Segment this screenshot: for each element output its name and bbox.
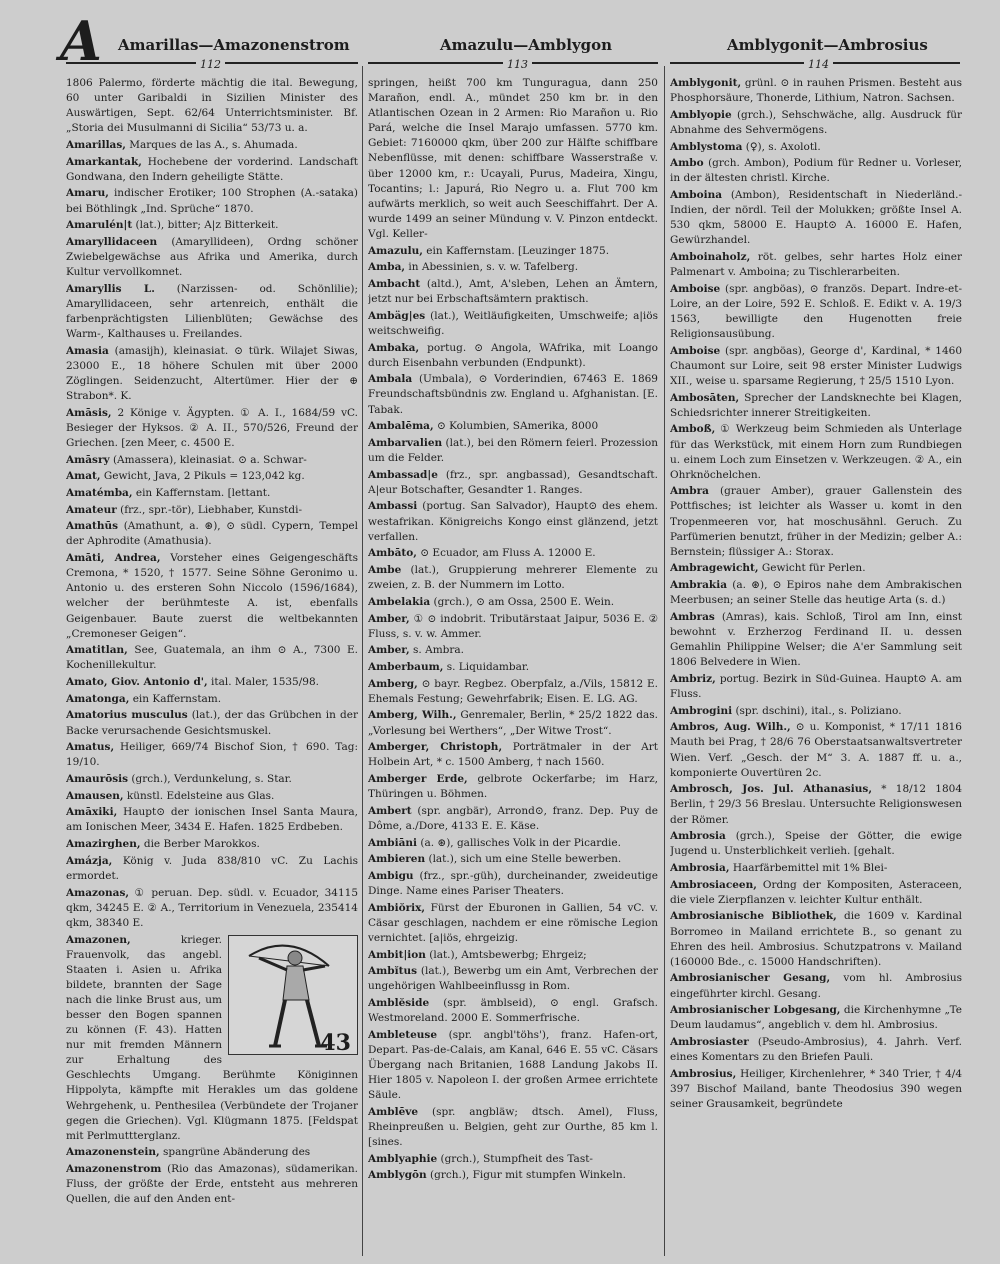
- entry-definition: (Pseudo-Ambrosius), 4. Jahrh. Verf. eines Komentars zu den Briefen Pauli.: [670, 1035, 962, 1064]
- entry-headword: Amarillas,: [66, 138, 126, 151]
- entry-headword: Ambriz,: [670, 672, 716, 685]
- dictionary-entry: [66, 76, 358, 136]
- dictionary-entry: [368, 660, 658, 675]
- dictionary-entry: [670, 422, 962, 482]
- dictionary-entry: [368, 436, 658, 466]
- entry-definition: Marques de las A., s. Ahumada.: [129, 138, 298, 151]
- entry-headword: Amāti, Andrea,: [66, 552, 161, 565]
- entry-definition: (spr. angbl'töhs'), franz. Hafen-ort, Depart. Pas-de-Calais, am Kanal, 646 E. 55 vC. Cäsars Übergang nach Britanien, 1688 Landung Jakobs II. Hier 1805 v. Napoleon I. der großen Armee errichtete Säule.: [368, 1028, 658, 1102]
- entry-headword: Amatitlan,: [66, 644, 128, 657]
- entry-headword: Ambala: [368, 373, 413, 386]
- entry-definition: ein Kaffernstam. [Leuzinger 1875.: [426, 244, 610, 257]
- entry-definition: (Ambon), Residentschaft in Niederländ.-Indien, der nördl. Teil der Molukken; größte Insel A. 530 qkm, 58000 E. Haupt⊙ A. 16000 E. Hafen, Gewürzhandel.: [670, 189, 962, 247]
- dictionary-entry: [66, 708, 358, 738]
- entry-headword: Amberbaum,: [368, 660, 444, 673]
- entry-headword: Ambarvalien: [368, 436, 443, 449]
- entry-definition: ein Kaffernstam. [lettant.: [135, 486, 271, 499]
- dictionary-entry: [670, 704, 962, 719]
- entry-definition: König v. Juda 838/810 vC. Zu Lachis ermordet.: [66, 854, 358, 882]
- entry-definition: (grch.), Sehschwäche, allg. Ausdruck für Abnahme des Sehvermögens.: [670, 108, 962, 136]
- dictionary-entry: [368, 1105, 658, 1150]
- dictionary-entry: [66, 740, 358, 770]
- dictionary-entry: [66, 1145, 358, 1160]
- entry-headword: Amaurōsis: [66, 773, 129, 785]
- entry-definition: ① Werkzeug beim Schmieden als Unterlage für das Werkstück, mit einem Horn zum Rundbiegen u. einem Loch zum Einsetzen v. Werkzeugen. ② A., ein Ohrknöchelchen.: [670, 423, 962, 481]
- entry-headword: Amberger Erde,: [368, 773, 468, 785]
- entry-definition: * 18/12 1804 Berlin, † 29/3 56 Breslau. Untersuchte Religionswesen der Römer.: [670, 783, 962, 826]
- dictionary-entry: [368, 595, 658, 610]
- dictionary-entry: [368, 260, 658, 275]
- entry-definition: Genremaler, Berlin, * 25/2 1822 das. „Vorlesung bei Werthers“, „Der Witwe Trost“.: [368, 709, 658, 737]
- entry-headword: Ambe: [368, 564, 402, 577]
- dictionary-entry: [670, 720, 962, 780]
- entry-definition: Fürst der Eburonen in Gallien, 54 vC. v. Cäsar geschlagen, nachdem er eine römische Legion vernichtet. [a|iös, ehrgeizig.: [368, 901, 658, 944]
- entry-headword: Ambosāten,: [670, 391, 740, 404]
- entry-definition: ⊙ bayr. Regbez. Oberpfalz, a./Vils, 15812 E. Ehemals Festung; Gewehrfabrik; Eisen. E. LG. AG.: [368, 677, 658, 705]
- entry-definition: (spr. dschini), ital., s. Poliziano.: [735, 704, 902, 717]
- column-divider: [664, 66, 665, 1256]
- entry-definition: (spr. angböas), ⊙ französ. Depart. Indre-et-Loire, an der Loire, 592 E. Schloß. E. Edikt v. A. 19/3 1563, bewilligte den Hugenotten freie Religionsausübung.: [670, 282, 962, 341]
- entry-headword: Amblyaphie: [368, 1152, 438, 1165]
- entry-headword: Amberg,: [368, 677, 418, 690]
- entry-headword: Ambrosianischer Gesang,: [670, 972, 831, 985]
- entry-headword: Amāsry: [66, 453, 110, 466]
- entry-headword: Ambiŏrix,: [368, 901, 426, 914]
- dictionary-entry: [368, 1168, 658, 1183]
- entry-headword: Amboinaholz,: [670, 251, 751, 263]
- entry-definition: Heiliger, Kirchenlehrer, * 340 Trier, † 4/4 397 Bischof Mailand, bante Theodosius 390 wegen seiner Grausamkeit, begründete: [670, 1067, 962, 1110]
- entry-definition: (grch.), Verdunkelung, s. Star.: [131, 773, 292, 785]
- entry-headword: Amazonen,: [66, 933, 131, 946]
- entry-definition: (portug. San Salvador), Haupt⊙ des ehem. westafrikan. Königreichs Kongo einst glänzend, jetzt verfallen.: [368, 500, 658, 543]
- entry-headword: Ambra: [670, 485, 709, 498]
- dictionary-entry: [66, 1162, 358, 1207]
- dictionary-entry: [66, 933, 358, 1144]
- figure-number: 43: [320, 1030, 351, 1057]
- entry-headword: Amausen,: [66, 789, 124, 802]
- entry-headword: Ambrosianische Bibliothek,: [670, 910, 837, 923]
- entry-definition: portug. ⊙ Angola, WAfrika, mit Loango durch Eisenbahn verbunden (Endpunkt).: [368, 341, 658, 369]
- entry-headword: Amboise: [670, 344, 721, 357]
- dictionary-entry: [670, 829, 962, 859]
- amazon-archer-illustration: [228, 935, 358, 1055]
- entry-definition: gelbrote Ockerfarbe; im Harz, Thüringen u. Böhmen.: [368, 773, 658, 801]
- entry-definition: künstl. Edelsteine aus Glas.: [126, 789, 275, 802]
- entry-definition: (lat.), bitter; A|z Bitterkeit.: [135, 219, 279, 232]
- dictionary-entry: [368, 869, 658, 899]
- dictionary-entry: [670, 578, 962, 608]
- entry-headword: Amazonas,: [66, 886, 130, 899]
- dictionary-entry: [368, 499, 658, 544]
- entry-headword: Amatonga,: [66, 692, 130, 705]
- entry-headword: Ambāto,: [368, 547, 417, 560]
- dictionary-entry: [66, 789, 358, 804]
- dictionary-entry: [670, 782, 962, 827]
- entry-definition: (lat.), der das Grübchen in der Backe verursachende Gesichtsmuskel.: [66, 709, 358, 737]
- entry-definition: Haarfärbemittel mit 1% Blei-: [732, 861, 888, 874]
- entry-definition: röt. gelbes, sehr hartes Holz einer Palmenart v. Amboina; zu Tischlerarbeiten.: [670, 251, 962, 279]
- entry-definition: 1806 Palermo, förderte mächtig die ital. Bewegung, 60 unter Garibaldi in Sizilien Minister des Auswärtigen, Sept. 62/64 Unterrichtsminister. Bf. „Storia dei Musulmanni di Sicilia“ 53/73 u. a.: [66, 77, 358, 135]
- entry-headword: Ambaka,: [368, 341, 420, 354]
- entry-definition: die 1609 v. Kardinal Borromeo in Mailand errichtete B., so genant zu Ehren des heil. Ambrosius. Schutzpatrons v. Mailand (160000 Bde., c. 15000 Handschriften).: [670, 910, 962, 968]
- dictionary-entry: [66, 486, 358, 501]
- dictionary-entry: [66, 406, 358, 451]
- dictionary-entry: [66, 453, 358, 468]
- dictionary-entry: [66, 519, 358, 549]
- right-running-head: Amblygonit—Ambrosius: [727, 36, 928, 54]
- entry-definition: (frz., spr. angbassad), Gesandtschaft. A|eur Botschafter, Gesandter 1. Ranges.: [368, 468, 658, 496]
- dictionary-entry: [670, 156, 962, 186]
- dictionary-entry: [368, 836, 658, 851]
- entry-headword: Amblēve: [368, 1105, 419, 1118]
- dictionary-entry: [66, 155, 358, 185]
- entry-headword: Amaryllidaceen: [66, 235, 158, 248]
- entry-headword: Ambras: [670, 610, 715, 623]
- dictionary-entry: [368, 563, 658, 593]
- entry-headword: Ambit|ion: [368, 948, 426, 961]
- entry-headword: Amatus,: [66, 741, 115, 754]
- entry-headword: Amboise: [670, 282, 721, 295]
- entry-headword: Ambrosia: [670, 830, 726, 843]
- entry-definition: (grch.), Speise der Götter, die ewige Jugend u. Unsterblichkeit verlieh. [gehalt.: [670, 830, 962, 858]
- entry-headword: Amaru,: [66, 187, 109, 200]
- entry-headword: Ambleteuse: [368, 1028, 438, 1041]
- entry-definition: ital. Maler, 1535/98.: [211, 676, 319, 689]
- dictionary-entry: [66, 282, 358, 342]
- dictionary-entry: [66, 138, 358, 153]
- entry-definition: (grch.), Stumpfheit des Tast-: [440, 1152, 593, 1165]
- entry-headword: Amblygōn: [368, 1169, 427, 1182]
- entry-headword: Amarkantak,: [66, 155, 142, 168]
- entry-headword: Ambrosiaceen,: [670, 878, 757, 891]
- dictionary-entry: [368, 996, 658, 1026]
- entry-definition: Ordng der Kompositen, Asteraceen, die viele Zierpflanzen v. leichter Kultur enthält.: [670, 878, 962, 906]
- entry-definition: indischer Erotiker; 100 Strophen (A.-sataka) bei Böthlingk „Ind. Sprüche“ 1870.: [66, 187, 358, 215]
- dictionary-entry: [670, 861, 962, 876]
- entry-definition: (spr. angböas), George d', Kardinal, * 1460 Chaumont sur Loire, seit 98 erster Minister Ludwigs XII., weise u. sparsame Regierung, † 25/5 1510 Lyon.: [670, 344, 962, 387]
- dictionary-entry: [368, 964, 658, 994]
- column-divider: [362, 66, 363, 1256]
- dictionary-entry: [368, 1152, 658, 1167]
- dictionary-entry: [670, 188, 962, 248]
- dictionary-entry: [670, 344, 962, 389]
- dictionary-entry: [66, 218, 358, 233]
- entry-definition: Gewicht, Java, 2 Pikuls = 123,042 kg.: [103, 470, 305, 483]
- dictionary-entry: [670, 1067, 962, 1112]
- entry-definition: Hochebene der vorderind. Landschaft Gondwana, den Indern geheiligte Stätte.: [66, 155, 358, 183]
- entry-definition: (amasijh), kleinasiat. ⊙ türk. Wilajet Siwas, 23000 E., 18 höhere Schulen mit über 2000 Zöglingen. Seidenzucht, Altertümer. Hier der ⊕ Strabon*. K.: [66, 344, 358, 403]
- entry-definition: (lat.), sich um eine Stelle bewerben.: [428, 853, 622, 866]
- page-header: [0, 9, 1000, 84]
- entry-definition: die Kirchenhymne „Te Deum laudamus“, angeblich v. dem hl. Ambrosius.: [670, 1004, 962, 1032]
- dictionary-entry: [368, 244, 658, 259]
- dictionary-entry: [368, 948, 658, 963]
- entry-definition: (Amassera), kleinasiat. ⊙ a. Schwar-: [112, 453, 307, 466]
- entry-headword: Ambragewicht,: [670, 562, 759, 575]
- dictionary-entry: [368, 277, 658, 307]
- dictionary-entry: [670, 1035, 962, 1065]
- column-left: [66, 76, 358, 1256]
- entry-definition: (Narzissen- od. Schönlilie); Amaryllidaceen, sehr artenreich, enthält die farbenprächtigsten Lilienblüten; Gewächse des Warm-, Kalthauses u. Freilandes.: [66, 282, 358, 341]
- dictionary-entry: [368, 1028, 658, 1103]
- entry-headword: Ambieren: [368, 853, 426, 866]
- dictionary-entry: [670, 484, 962, 559]
- entry-headword: Ambĭtus: [368, 965, 417, 978]
- dictionary-entry: [66, 643, 358, 673]
- entry-headword: Amblygonit,: [670, 77, 742, 89]
- dictionary-entry: [368, 708, 658, 738]
- entry-headword: Amba,: [368, 261, 406, 274]
- dictionary-entry: [368, 419, 658, 434]
- entry-definition: Sprecher der Landsknechte bei Klagen, Schiedsrichter innerer Streitigkeiten.: [670, 391, 962, 419]
- entry-headword: Ambacht: [368, 278, 421, 290]
- page-number-right: 114: [804, 58, 833, 71]
- entry-headword: Ambros, Aug. Wilh.,: [670, 721, 791, 734]
- entry-headword: Ambrosia,: [670, 861, 730, 874]
- entry-headword: Ambo: [670, 157, 704, 170]
- entry-definition: (Amaryllideen), Ordng schöner Zwiebelgewächse aus Afrika und Amerika, durch Kultur vervollkomnet.: [66, 235, 358, 279]
- dictionary-entry: [66, 503, 358, 518]
- entry-definition: die Berber Marokkos.: [143, 838, 260, 851]
- entry-headword: Ambäg|es: [368, 309, 426, 322]
- entry-definition: ① ⊙ indobrit. Tributärstaat Jaipur, 5036 E. ② Fluss, s. v. w. Ammer.: [368, 612, 658, 640]
- entry-definition: (Umbala), ⊙ Vorderindien, 67463 E. 1869 Freundschaftsbündnis zw. England u. Afghanistan. [E. Tabak.: [368, 373, 658, 416]
- page-number-middle: 113: [503, 58, 532, 71]
- entry-definition: grünl. ⊙ in rauhen Prismen. Besteht aus Phosphorsäure, Thonerde, Lithium, Natron. Sachsen.: [670, 77, 962, 105]
- dictionary-entry: [368, 772, 658, 802]
- entry-headword: Ambelakia: [368, 595, 431, 608]
- entry-headword: Amazulu,: [368, 244, 423, 257]
- entry-definition: (grch.), ⊙ am Ossa, 2500 E. Wein.: [433, 595, 615, 608]
- dictionary-entry: [66, 675, 358, 690]
- dictionary-entry: [368, 468, 658, 498]
- entry-headword: Amāsis,: [66, 406, 112, 419]
- entry-definition: s. Ambra.: [413, 644, 464, 657]
- column-right: [670, 76, 962, 1256]
- dictionary-entry: [66, 344, 358, 404]
- entry-definition: (Amras), kais. Schloß, Tirol am Inn, einst bewohnt v. Erzherzog Ferdinand II. u. dessen Gemahlin Philippine Welser; die A'er Sammlung seit 1806 Belvedere in Wien.: [670, 610, 962, 669]
- entry-headword: Amazirghen,: [66, 838, 141, 851]
- entry-definition: ⊙ u. Komponist, * 17/11 1816 Mauth bei Prag, † 28/6 76 Oberstaatsanwaltsvertreter Wien. Verf. „Gesch. der M“ 3. A. 1887 ff. u. a., komponierte Ouvertüren 2c.: [670, 721, 962, 779]
- entry-headword: Ambassad|e: [368, 468, 438, 481]
- entry-headword: Amberg, Wilh.,: [368, 709, 457, 722]
- entry-definition: (lat.), bei den Römern feierl. Prozession um die Felder.: [368, 436, 658, 464]
- dictionary-entry: [368, 372, 658, 417]
- entry-definition: (frz., spr.-güh), durcheinander, zweideutige Dinge. Name eines Pariser Theaters.: [368, 869, 658, 898]
- entry-definition: (Rio das Amazonas), südamerikan. Fluss, der größte der Erde, entsteht aus mehreren Quellen, die auf den Anden ent-: [66, 1163, 358, 1206]
- entry-definition: spangrüne Abänderung des: [163, 1146, 311, 1159]
- entry-headword: Ambrogini: [670, 704, 733, 717]
- entry-definition: in Abessinien, s. v. w. Tafelberg.: [408, 261, 579, 274]
- dictionary-entry: [670, 878, 962, 908]
- dictionary-entry: [670, 672, 962, 702]
- entry-definition: 2 Könige v. Ägypten. ① A. I., 1684/59 vC. Besieger der Hyksos. ② A. II., 570/526, Freund der Griechen. [zen Meer, c. 4500 E.: [66, 406, 358, 449]
- entry-definition: Gewicht für Perlen.: [761, 562, 866, 575]
- entry-headword: Amazonenstrom: [66, 1163, 162, 1176]
- dictionary-entry: [66, 186, 358, 216]
- entry-headword: Amarulén|t: [66, 219, 133, 232]
- middle-running-head: Amazulu—Amblygon: [440, 36, 613, 54]
- entry-definition: vom hl. Ambrosius eingeführter kirchl. Gesang.: [670, 972, 962, 1000]
- entry-headword: Amasia: [66, 344, 109, 357]
- entry-headword: Amázja,: [66, 854, 113, 867]
- entry-definition: ① peruan. Dep. südl. v. Ecuador, 34115 qkm, 34245 E. ② A., Territorium in Venezuela, 235414 qkm, 38340 E.: [66, 886, 358, 929]
- dictionary-entry: [368, 309, 658, 339]
- entry-definition: (lat.), Amtsbewerbg; Ehrgeiz;: [429, 948, 587, 961]
- dictionary-entry: [368, 643, 658, 658]
- entry-definition: ⊙ Kolumbien, SAmerika, 8000: [436, 420, 599, 433]
- dictionary-entry: [368, 612, 658, 642]
- dictionary-entry: [66, 805, 358, 835]
- dictionary-entry: [670, 909, 962, 969]
- entry-headword: Amblyopie: [670, 108, 732, 121]
- entry-definition: krieger. Frauenvolk, das angebl. Staaten i. Asien u. Afrika bildete, brannten der Sage nach die linke Brust aus, um besser den Bogen spannen zu können (F. 43). Hatten nur mit fremden Männern zur Erhaltung des Geschlechts Umgang. Berühmte Königinnen Hippolyta, kämpfte mit Herakles um das goldene Wehrgehenk, u. Penthesilea (Verbündete der Trojaner gegen die Griechen). Vgl. Klügmann 1875. [Feldspat mit Perlmuttterglanz.: [66, 933, 358, 1142]
- entry-definition: springen, heißt 700 km Tunguragua, dann 250 Marañon, endl. A., mündet 250 km br. in den Atlantischen Ozean in 2 Armen: Rio Marañon u. Rio Pará, welche die Insel Marajo umfassen. 5770 km. Gebiet: 7160000 qkm, über 200 zur Hälfte schiffbare Nebenflüsse, mit denen: schiffbare Wasserstraße v. über 12000 km, r.: Ucayali, Purus, Madeira, Xingu, Tocantins; l.: Japurá, Rio Negro u. a. Flut 700 km aufwärts merklich, so weit auch Seeschiffahrt. Der A. wurde 1499 an seiner Mündung v. V. Pinzon entdeckt. Vgl. Keller-: [368, 77, 658, 240]
- dictionary-entry: [670, 1003, 962, 1033]
- dictionary-entry: [670, 76, 962, 106]
- entry-definition: (lat.), Gruppierung mehrerer Elemente zu zweien, z. B. der Nummern im Lotto.: [368, 564, 658, 592]
- entry-headword: Amatorius musculus: [66, 709, 188, 722]
- entry-headword: Amāxiki,: [66, 806, 118, 819]
- entry-headword: Amber,: [368, 644, 410, 657]
- entry-definition: (grauer Amber), grauer Gallenstein des Pottfisches; ist leichter als Wasser u. komt in den Tropenmeeren vor, hat moschusähnl. Geruch. Zu Parfümerien benutzt, früher in der Medizin; gelber A.: Bernstein; flüssiger A.: Storax.: [670, 485, 962, 558]
- entry-headword: Amaryllis L.: [66, 282, 155, 295]
- dictionary-entry: [368, 546, 658, 561]
- section-letter: A: [60, 9, 102, 73]
- dictionary-entry: [368, 852, 658, 867]
- entry-headword: Ambert: [368, 804, 412, 817]
- entry-definition: (grch. Ambon), Podium für Redner u. Vorleser, in der ältesten christl. Kirche.: [670, 157, 962, 185]
- entry-headword: Ambalēma,: [368, 420, 434, 433]
- entry-headword: Ambassi: [368, 500, 418, 513]
- dictionary-entry: [670, 561, 962, 576]
- entry-definition: (spr. angbläw; dtsch. Amel), Fluss, Rheinpreußen u. Belgien, geht zur Ourthe, 85 km l. [sines.: [368, 1105, 658, 1149]
- dictionary-entry: [670, 391, 962, 421]
- entry-definition: (grch.), Figur mit stumpfen Winkeln.: [430, 1169, 626, 1182]
- dictionary-entry: [368, 341, 658, 371]
- entry-definition: ⊙ Ecuador, am Fluss A. 12000 E.: [420, 547, 596, 560]
- entry-headword: Ambrosch, Jos. Jul. Athanasius,: [670, 783, 873, 796]
- entry-definition: (Amathunt, a. ⊛), ⊙ südl. Cypern, Tempel der Aphrodite (Amathusia).: [66, 520, 358, 548]
- entry-headword: Amber,: [368, 612, 410, 625]
- entry-headword: Amat,: [66, 470, 101, 483]
- entry-definition: (altd.), Amt, A'sleben, Lehen an Ämtern, jetzt nur bei Erbschaftsämtern praktisch.: [368, 278, 658, 306]
- entry-headword: Amberger, Christoph,: [368, 741, 503, 754]
- dictionary-entry: [66, 551, 358, 642]
- dictionary-entry: [66, 692, 358, 707]
- entry-definition: Porträtmaler in der Art Holbein Art, * c. 1500 Amberg, † nach 1560.: [368, 741, 658, 769]
- entry-headword: Ambigu: [368, 869, 414, 882]
- entry-definition: (♀), s. Axolotl.: [745, 140, 821, 153]
- dictionary-entry: [66, 235, 358, 280]
- entry-headword: Amboina: [670, 189, 723, 202]
- dictionary-entry: [670, 140, 962, 155]
- entry-definition: Haupt⊙ der ionischen Insel Santa Maura, am Ionischen Meer, 3434 E. Hafen. 1825 Erdbeben.: [66, 806, 358, 834]
- entry-definition: (lat.), Weitläufigkeiten, Umschweife; a|iös weitschweifig.: [368, 309, 658, 337]
- entry-headword: Ambrosius,: [670, 1067, 737, 1080]
- dictionary-entry: [66, 469, 358, 484]
- dictionary-entry: [66, 854, 358, 884]
- entry-definition: ein Kaffernstam.: [132, 692, 222, 705]
- entry-definition: portug. Bezirk in Süd-Guinea. Haupt⊙ A. am Fluss.: [670, 672, 962, 700]
- dictionary-entry: [670, 108, 962, 138]
- entry-headword: Ambrosiaster: [670, 1035, 749, 1048]
- dictionary-entry: [368, 804, 658, 834]
- entry-definition: (spr. angbär), Arrond⊙, franz. Dep. Puy de Dôme, a./Dore, 4133 E. E. Käse.: [368, 804, 658, 832]
- entry-headword: Amathūs: [66, 520, 119, 533]
- dictionary-entry: [368, 901, 658, 946]
- entry-headword: Amblĕside: [368, 997, 430, 1010]
- entry-definition: (spr. ämblseid), ⊙ engl. Grafsch. Westmoreland. 2000 E. Sommerfrische.: [368, 997, 658, 1025]
- dictionary-entry: [66, 772, 358, 787]
- entry-definition: See, Guatemala, an ihm ⊙ A., 7300 E. Kochenillekultur.: [66, 644, 358, 672]
- entry-definition: (a. ⊛), gallisches Volk in der Picardie.: [420, 836, 621, 849]
- dictionary-entry: [66, 837, 358, 852]
- entry-definition: Vorsteher eines Geigengeschäfts Cremona, * 1520, † 1577. Seine Söhne Geronimo u. Antonio u. des ersteren Sohn Niccolo (1596/1684), welcher der berühmteste A. ist, ebenfalls Geigenbauer. Baute zuerst die weltbekannten „Cremoneser Geigen“.: [66, 552, 358, 640]
- entry-definition: (lat.), Bewerbg um ein Amt, Verbrechen der ungehörigen Wahlbeeinflussg in Rom.: [368, 965, 658, 993]
- entry-definition: Heiliger, 669/74 Bischof Sion, † 690. Tag: 19/10.: [66, 741, 358, 769]
- entry-headword: Ambrakia: [670, 579, 728, 592]
- entry-headword: Amateur: [66, 503, 117, 516]
- dictionary-entry: [368, 76, 658, 242]
- entry-headword: Amboß,: [670, 423, 716, 436]
- entry-definition: (a. ⊛), ⊙ Epiros nahe dem Ambrakischen Meerbusen; an seiner Stelle das heutige Arta (s. d.): [670, 579, 962, 607]
- entry-definition: (frz., spr.-tör), Liebhaber, Kunstdi-: [120, 503, 302, 516]
- entry-headword: Amatémba,: [66, 486, 133, 499]
- entry-definition: s. Liquidambar.: [446, 660, 530, 673]
- dictionary-entry: [670, 250, 962, 280]
- entry-headword: Amblystoma: [670, 140, 743, 153]
- entry-headword: Ambiāni: [368, 836, 418, 849]
- entry-headword: Amato, Giov. Antonio d',: [66, 676, 208, 689]
- page-number-left: 112: [196, 58, 225, 71]
- dictionary-entry: [670, 971, 962, 1001]
- dictionary-entry: [670, 282, 962, 342]
- column-middle: [368, 76, 658, 1256]
- dictionary-entry: [368, 677, 658, 707]
- entry-headword: Amazonenstein,: [66, 1146, 160, 1159]
- dictionary-entry: [670, 610, 962, 670]
- dictionary-entry: [368, 740, 658, 770]
- left-running-head: Amarillas—Amazonenstrom: [118, 36, 350, 54]
- dictionary-entry: [66, 886, 358, 931]
- entry-headword: Ambrosianischer Lobgesang,: [670, 1004, 841, 1017]
